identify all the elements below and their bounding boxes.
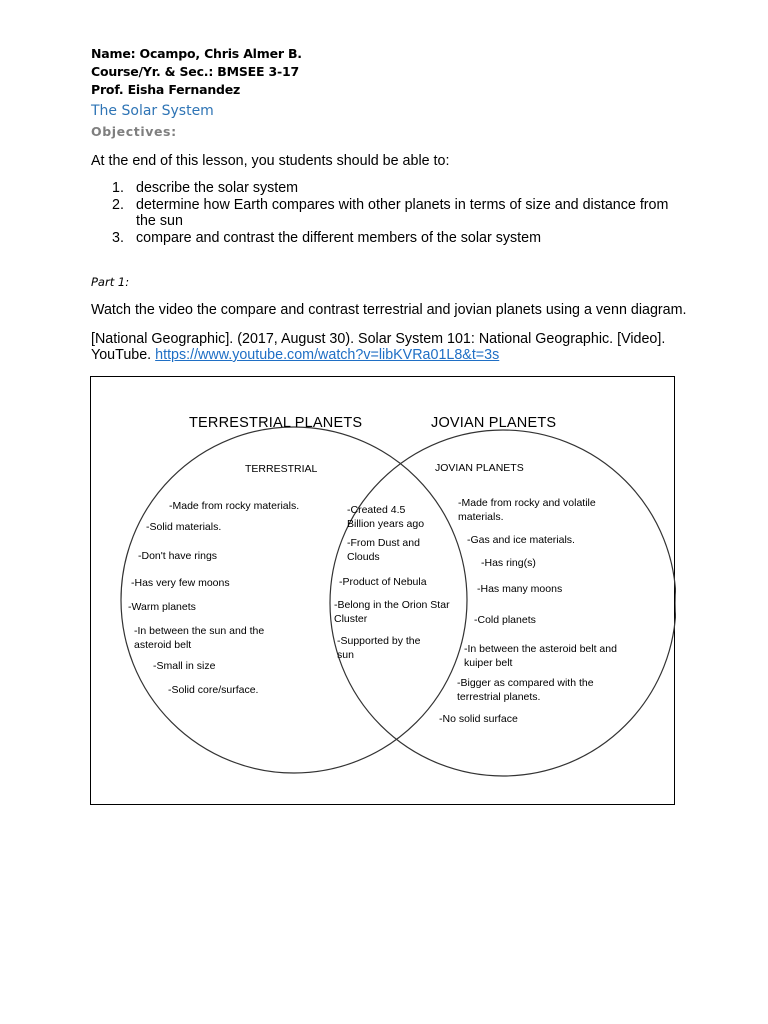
objectives-list	[91, 180, 691, 247]
common-item: -Supported by the sun	[337, 635, 421, 661]
citation	[91, 331, 691, 363]
jovian-label: JOVIAN PLANETS	[435, 462, 524, 474]
venn-diagram	[90, 376, 675, 805]
jovian-item: -Made from rocky and volatile materials.	[458, 497, 596, 523]
jovian-item: -In between the asteroid belt and kuiper belt	[464, 643, 617, 669]
common-item: -Product of Nebula	[339, 576, 427, 588]
terrestrial-item: -Made from rocky materials.	[169, 500, 300, 512]
course-section: Course/Yr. & Sec.: BMSEE 3-17	[91, 64, 299, 79]
instruction-text: Watch the video the compare and contrast terrestrial and jovian planets using a venn diagram.	[91, 302, 687, 318]
intro-text: At the end of this lesson, you students should be able to:	[91, 153, 450, 169]
terrestrial-item: -Warm planets	[128, 601, 196, 613]
jovian-item: -No solid surface	[439, 713, 518, 725]
jovian-item: -Has ring(s)	[481, 557, 536, 569]
common-item: -From Dust and Clouds	[347, 537, 420, 563]
objective-item: 3. compare and contrast the different members of the solar system	[112, 230, 542, 246]
document-title: The Solar System	[91, 103, 214, 119]
jovian-item: -Bigger as compared with the terrestrial planets.	[457, 677, 594, 703]
professor-name: Prof. Eisha Fernandez	[91, 82, 241, 97]
terrestrial-item: -Solid materials.	[146, 521, 222, 533]
terrestrial-item: -Solid core/surface.	[168, 684, 259, 696]
common-item: -Belong in the Orion Star Cluster	[334, 599, 450, 625]
objectives-heading: Objectives:	[91, 124, 177, 139]
jovian-item: -Has many moons	[477, 583, 563, 595]
common-item: -Created 4.5 Billion years ago	[347, 504, 425, 530]
jovian-item: -Gas and ice materials.	[467, 534, 575, 546]
student-name: Name: Ocampo, Chris Almer B.	[91, 46, 302, 61]
objective-item: 2. determine how Earth compares with other planets in terms of size and distance from the sun	[112, 197, 669, 229]
video-link[interactable]: https://www.youtube.com/watch?v=libKVRa01L8&t=3s	[155, 347, 500, 363]
terrestrial-item: -Has very few moons	[131, 577, 230, 589]
terrestrial-item: -Small in size	[153, 660, 216, 672]
terrestrial-item: -In between the sun and the asteroid belt	[134, 625, 265, 651]
jovian-heading: JOVIAN PLANETS	[431, 415, 557, 431]
terrestrial-heading: TERRESTRIAL PLANETS	[189, 415, 363, 431]
citation-text: [National Geographic]. (2017, August 30). Solar System 101: National Geographic. [Video]. YouTube.	[91, 331, 666, 363]
terrestrial-label: TERRESTRIAL	[245, 463, 318, 475]
venn-circles	[91, 377, 676, 806]
jovian-item: -Cold planets	[474, 614, 536, 626]
objective-item: 1. describe the solar system	[112, 180, 299, 196]
terrestrial-item: -Don't have rings	[138, 550, 218, 562]
part-label: Part 1:	[91, 275, 130, 289]
